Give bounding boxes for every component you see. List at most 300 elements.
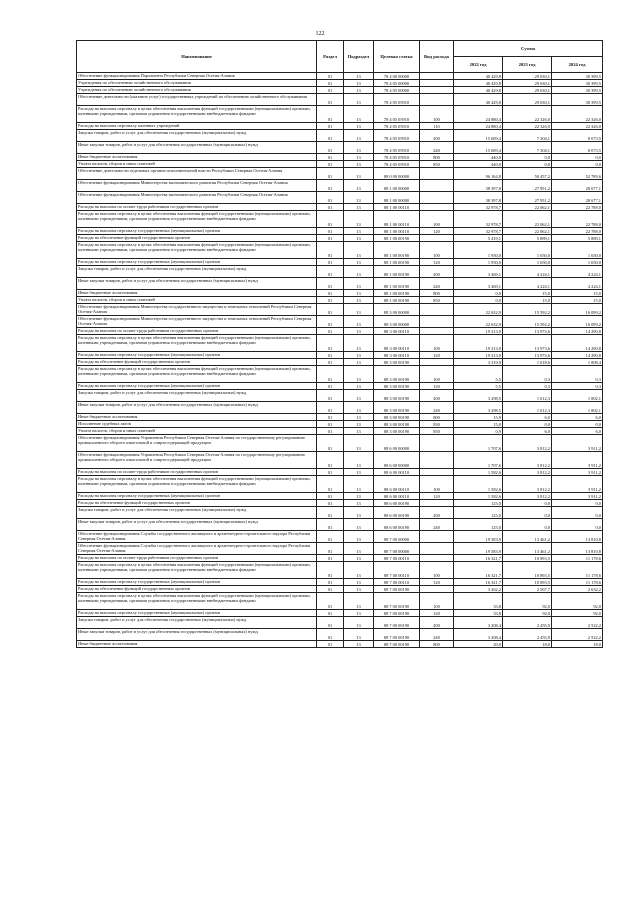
row-name: Расходы на выплаты персоналу в целях обеспечения выполнения функций государственными (муниципальными) органами, казенными учреждениями, органами управления государственными внебюджетными фондами [77,335,317,352]
row-value-2022: 15,9 [454,414,503,421]
row-name: Расходы на выплаты персоналу государственных (муниципальных) органов [77,228,317,235]
table-row [77,555,603,562]
row-expense-type [420,204,454,211]
row-expense-type: 100 [420,335,454,352]
row-value-2023: 10 893,5 [503,555,552,562]
row-subsection: 13 [344,352,374,359]
row-section: 01 [317,629,344,641]
row-value-2024: 0,0 [552,161,603,168]
table-row [77,493,603,500]
row-value-2022: 33,8 [454,593,503,610]
budget-table [76,40,603,648]
table-row [77,402,603,414]
row-target: 88 6 00 00190 [374,519,420,531]
row-subsection: 13 [344,290,374,297]
row-expense-type: 850 [420,161,454,168]
row-value-2022: 3 208,4 [454,629,503,641]
table-row [77,142,603,154]
row-value-2023: 29 630,1 [503,80,552,87]
row-name: Расходы на обеспечение функций государственных органов [77,359,317,366]
table-row [77,228,603,235]
row-name: Учреждения по обеспечению хозяйственного обслуживания [77,87,317,94]
row-subsection: 13 [344,161,374,168]
row-value-2022: 19 313,0 [454,328,503,335]
row-subsection: 13 [344,452,374,469]
row-section: 01 [317,469,344,476]
row-section: 01 [317,531,344,543]
row-section: 01 [317,555,344,562]
row-section: 01 [317,579,344,586]
row-target: 78 4 00 00000 [374,73,420,80]
header-row [77,41,603,57]
row-target: 88 6 00 00000 [374,435,420,452]
row-value-2022: 0,0 [454,290,503,297]
row-target: 88 1 00 00110 [374,228,420,235]
row-subsection: 13 [344,579,374,586]
row-expense-type [420,316,454,328]
row-subsection: 13 [344,154,374,161]
row-expense-type [420,531,454,543]
row-value-2022: 1 582,6 [454,476,503,493]
row-value-2024: 28 677,1 [552,192,603,204]
row-value-2024: 13 810,8 [552,543,603,555]
row-name: Расходы на выплаты персоналу в целях обеспечения выполнения функций государственными (муниципальными) органами, казенными учреждениями, органами управления государственными внебюджетными фондами [77,242,317,259]
row-value-2022: 19 313,0 [454,352,503,359]
row-value-2022: 3 262,2 [454,586,503,593]
row-expense-type [420,500,454,507]
row-expense-type: 800 [420,154,454,161]
row-section: 01 [317,316,344,328]
row-value-2024: 22 326,0 [552,123,603,130]
row-target: 88 7 00 00110 [374,555,420,562]
row-value-2024: 30 399,5 [552,73,603,80]
row-expense-type [420,87,454,94]
row-target: 78 4 05 00000 [374,87,420,94]
row-value-2024: 0,0 [552,421,603,428]
row-value-2022: 32 978,7 [454,228,503,235]
table-row [77,452,603,469]
row-subsection: 13 [344,428,374,435]
row-value-2022: 125,0 [454,500,503,507]
row-value-2023: 15,0 [503,297,552,304]
row-value-2024: 1 802,1 [552,390,603,402]
row-target: 88 7 00 00110 [374,579,420,586]
row-target: 88 3 00 00190 [374,366,420,383]
row-name: Обеспечение функционирования Министерства экономического развития Республики Северная Осетия-Алания [77,192,317,204]
table-row [77,435,603,452]
row-section: 01 [317,154,344,161]
table-row [77,328,603,335]
table-row [77,130,603,142]
row-value-2023: 1 612,3 [503,402,552,414]
row-section: 01 [317,493,344,500]
row-name: Уплата налогов, сборов и иных платежей [77,428,317,435]
row-value-2024: 14 290,8 [552,352,603,359]
row-section: 01 [317,562,344,579]
table-row [77,359,603,366]
row-subsection: 13 [344,142,374,154]
row-target: 88 3 00 00110 [374,335,420,352]
row-expense-type: 850 [420,428,454,435]
row-value-2023: 50 457,2 [503,168,552,180]
row-section: 01 [317,507,344,519]
table-row [77,266,603,278]
row-value-2022: 3 469,1 [454,266,503,278]
row-value-2022: 16 321,7 [454,555,503,562]
row-name: Закупка товаров, работ и услуг для обеспечения государственных (муниципальных) нужд [77,507,317,519]
row-subsection: 13 [344,106,374,123]
row-target: 88 1 00 00190 [374,235,420,242]
row-value-2024: 11 178,6 [552,579,603,586]
row-subsection: 13 [344,130,374,142]
table-row [77,304,603,316]
row-target: 88 6 00 00190 [374,507,420,519]
row-expense-type: 830 [420,421,454,428]
header-2023: 2023 год [503,57,552,73]
row-value-2023: 13 461,2 [503,543,552,555]
row-name: Закупка товаров, работ и услуг для обеспечения государственных (муниципальных) нужд [77,130,317,142]
row-value-2022: 125,0 [454,519,503,531]
row-name: Иные бюджетные ассигнования [77,154,317,161]
table-row [77,259,603,266]
row-value-2022: 19 313,0 [454,335,503,352]
row-section: 01 [317,352,344,359]
row-subsection: 13 [344,519,374,531]
row-value-2022: 1 582,6 [454,493,503,500]
row-value-2023: 13 461,2 [503,531,552,543]
row-value-2024: 13 810,8 [552,531,603,543]
row-target: 88 7 00 00110 [374,562,420,579]
row-name: Расходы на выплаты персоналу казенных учреждений [77,123,317,130]
table-row [77,543,603,555]
row-name: Иные закупки товаров, работ и услуг для обеспечения государственных (муниципальных) нужд [77,278,317,290]
row-section: 01 [317,328,344,335]
row-subsection: 13 [344,87,374,94]
row-section: 01 [317,228,344,235]
row-value-2022: 5,5 [454,383,503,390]
row-section: 01 [317,168,344,180]
row-name: Расходы на выплаты персоналу государственных (муниципальных) органов [77,610,317,617]
row-name: Расходы на выплаты персоналу в целях обеспечения выполнения функций государственными (муниципальными) органами, казенными учреждениями, органами управления государственными внебюджетными фондами [77,476,317,493]
row-target: 88 6 00 00110 [374,476,420,493]
row-value-2024: 3 911,2 [552,493,603,500]
row-value-2024: 8 073,5 [552,130,603,142]
row-value-2024: 6,0 [552,428,603,435]
table-row [77,204,603,211]
row-value-2022: 22 632,9 [454,304,503,316]
row-value-2024: 30 399,5 [552,94,603,106]
row-name: Обеспечение функционирования Министерства государственного имущества и земельных отношений Республики Северная Осетия-Алания [77,304,317,316]
row-value-2022: 1 582,6 [454,469,503,476]
row-expense-type: 120 [420,352,454,359]
row-section: 01 [317,452,344,469]
header-2024: 2024 год [552,57,603,73]
row-value-2022: 3 208,4 [454,617,503,629]
row-value-2024: 1 808,4 [552,359,603,366]
row-subsection: 13 [344,316,374,328]
row-value-2023: 3 812,2 [503,493,552,500]
row-expense-type [420,469,454,476]
row-expense-type [420,180,454,192]
row-expense-type: 240 [420,519,454,531]
row-value-2022: 0,0 [454,297,503,304]
row-target: 88 3 00 00190 [374,390,420,402]
row-value-2024: 3 911,2 [552,435,603,452]
table-row [77,242,603,259]
row-name: Расходы на выплаты персоналу государственных (муниципальных) органов [77,383,317,390]
row-value-2022: 24 880,4 [454,123,503,130]
row-target: 78 4 05 05910 [374,154,420,161]
table-row [77,154,603,161]
row-subsection: 13 [344,211,374,228]
table-row [77,531,603,543]
row-value-2023: 92,0 [503,610,552,617]
row-value-2023: 15,0 [503,290,552,297]
row-section: 01 [317,414,344,421]
row-section: 01 [317,130,344,142]
row-target: 88 7 00 00190 [374,610,420,617]
row-expense-type [420,328,454,335]
row-value-2023: 13 973,6 [503,335,552,352]
row-expense-type: 200 [420,507,454,519]
row-value-2022: 5,5 [454,366,503,383]
row-name: Расходы на выплаты по оплате труда работников государственных органов [77,469,317,476]
row-subsection: 13 [344,266,374,278]
header-name: Наименование [77,41,317,73]
row-subsection: 13 [344,543,374,555]
row-value-2022: 3 319,9 [454,359,503,366]
table-row [77,211,603,228]
row-section: 01 [317,142,344,154]
table-row [77,106,603,123]
row-target: 88 7 00 00190 [374,617,420,629]
row-value-2023: 4 224,1 [503,266,552,278]
row-target: 88 7 00 00190 [374,641,420,648]
row-target: 88 6 00 00000 [374,452,420,469]
row-name: Иные закупки товаров, работ и услуг для обеспечения государственных (муниципальных) нужд [77,142,317,154]
row-section: 01 [317,359,344,366]
table-row [77,80,603,87]
table-row [77,586,603,593]
table-row [77,414,603,421]
row-section: 01 [317,87,344,94]
row-value-2024: 3 911,2 [552,469,603,476]
row-value-2024: 11 178,6 [552,555,603,562]
row-target: 88 1 00 00110 [374,211,420,228]
row-value-2023: 0,0 [503,421,552,428]
row-section: 01 [317,180,344,192]
row-value-2022: 24 880,4 [454,106,503,123]
row-target: 88 6 00 00110 [374,493,420,500]
row-name: Расходы на выплаты персоналу государственных (муниципальных) органов [77,493,317,500]
row-value-2023: 92,0 [503,593,552,610]
row-target: 88 7 00 00190 [374,629,420,641]
row-value-2022: 1 950,0 [454,242,503,259]
row-value-2024: 11 178,6 [552,562,603,579]
row-value-2022: 3 298,5 [454,402,503,414]
row-value-2024: 52 789,6 [552,168,603,180]
row-subsection: 13 [344,610,374,617]
row-target: 88 1 00 00190 [374,266,420,278]
row-subsection: 13 [344,304,374,316]
row-value-2022: 38 397,8 [454,192,503,204]
row-value-2023: 5 889,1 [503,235,552,242]
row-expense-type: 100 [420,562,454,579]
row-target: 88 3 00 00190 [374,421,420,428]
row-section: 01 [317,519,344,531]
row-section: 01 [317,259,344,266]
row-value-2023: 22 062,1 [503,204,552,211]
row-value-2023: 27 951,2 [503,180,552,192]
row-subsection: 13 [344,402,374,414]
row-name: Расходы на выплаты по оплате труда работников государственных органов [77,204,317,211]
row-value-2023: 29 630,1 [503,94,552,106]
row-section: 01 [317,366,344,383]
table-row [77,180,603,192]
row-value-2023: 29 630,1 [503,73,552,80]
row-expense-type: 240 [420,629,454,641]
row-expense-type: 100 [420,242,454,259]
row-section: 01 [317,428,344,435]
row-name: Учреждения по обеспечению хозяйственного обслуживания [77,80,317,87]
row-subsection: 13 [344,204,374,211]
row-value-2024: 30 399,5 [552,87,603,94]
row-expense-type: 100 [420,476,454,493]
row-value-2024: 1 802,1 [552,402,603,414]
row-subsection: 13 [344,507,374,519]
row-subsection: 13 [344,328,374,335]
row-target: 78 4 05 05910 [374,130,420,142]
table-row [77,579,603,586]
row-target: 88 3 00 00110 [374,328,420,335]
row-value-2022: 40 429,8 [454,87,503,94]
row-name: Иные бюджетные ассигнования [77,290,317,297]
row-section: 01 [317,617,344,629]
row-value-2024: 15,0 [552,297,603,304]
row-target: 88 7 00 00000 [374,543,420,555]
row-value-2023: 0,0 [503,161,552,168]
header-expense-type: Вид расхода [420,41,454,73]
row-name: Расходы на выплаты персоналу государственных (муниципальных) органов [77,352,317,359]
row-value-2022: 5 419,1 [454,235,503,242]
row-section: 01 [317,390,344,402]
row-value-2024: 6,0 [552,414,603,421]
row-value-2022: 40 429,8 [454,73,503,80]
table-row [77,500,603,507]
row-section: 01 [317,335,344,352]
row-expense-type: 120 [420,579,454,586]
row-value-2022: 32 978,7 [454,204,503,211]
row-subsection: 13 [344,192,374,204]
row-name: Расходы на выплаты персоналу государственных (муниципальных) органов [77,259,317,266]
header-target: Целевая статья [374,41,420,73]
row-subsection: 13 [344,383,374,390]
row-section: 01 [317,500,344,507]
row-expense-type: 200 [420,266,454,278]
row-value-2022: 16 321,7 [454,579,503,586]
header-sum: Сумма [454,41,603,57]
row-subsection: 13 [344,335,374,352]
row-section: 01 [317,297,344,304]
row-value-2024: 16 099,2 [552,304,603,316]
row-expense-type: 200 [420,390,454,402]
table-row [77,617,603,629]
table-row [77,297,603,304]
row-value-2024: 18,0 [552,641,603,648]
row-subsection: 13 [344,493,374,500]
row-value-2022: 16 321,7 [454,562,503,579]
row-target: 88 0 00 00000 [374,168,420,180]
row-value-2024: 3 911,2 [552,476,603,493]
row-expense-type [420,435,454,452]
row-value-2023: 27 951,2 [503,192,552,204]
table-row [77,366,603,383]
row-value-2023: 3 812,2 [503,469,552,476]
row-subsection: 13 [344,531,374,543]
row-expense-type: 100 [420,106,454,123]
row-target: 88 3 00 00190 [374,428,420,435]
row-value-2024: 1 650,0 [552,259,603,266]
row-expense-type: 800 [420,290,454,297]
table-row [77,562,603,579]
row-value-2022: 1 707,6 [454,435,503,452]
row-value-2022: 1 707,6 [454,452,503,469]
row-subsection: 13 [344,421,374,428]
row-value-2022: 96 164,8 [454,168,503,180]
row-target: 88 1 00 00190 [374,297,420,304]
row-expense-type: 120 [420,383,454,390]
row-target: 88 3 00 00190 [374,402,420,414]
row-subsection: 13 [344,617,374,629]
row-section: 01 [317,161,344,168]
row-name: Обеспечение деятельности (оказание услуг) государственных учреждений по обеспечению хозяйственного обслуживания [77,94,317,106]
row-section: 01 [317,94,344,106]
row-target: 88 3 00 00110 [374,352,420,359]
row-value-2023: 15 592,2 [503,316,552,328]
row-name: Уплата налогов, сборов и иных платежей [77,161,317,168]
row-value-2023: 0,0 [503,519,552,531]
row-target: 78 4 05 05910 [374,106,420,123]
row-target: 88 3 00 00190 [374,383,420,390]
row-expense-type [420,80,454,87]
row-value-2024: 30 399,5 [552,80,603,87]
row-expense-type: 850 [420,297,454,304]
row-subsection: 13 [344,435,374,452]
row-expense-type: 120 [420,259,454,266]
row-value-2022: 3 298,5 [454,390,503,402]
row-subsection: 13 [344,500,374,507]
row-section: 01 [317,641,344,648]
row-value-2023: 2 455,9 [503,617,552,629]
row-value-2023: 22 326,0 [503,123,552,130]
row-target: 88 3 00 00000 [374,304,420,316]
row-value-2022: 33,8 [454,610,503,617]
row-value-2023: 22 062,1 [503,228,552,235]
row-expense-type: 240 [420,402,454,414]
row-value-2023: 0,0 [503,500,552,507]
row-value-2022: 440,0 [454,161,503,168]
row-value-2023: 3 812,2 [503,452,552,469]
table-row [77,383,603,390]
row-name: Обеспечение деятельности отдельных органов исполнительной власти Республики Северная Осетия-Алания [77,168,317,180]
row-subsection: 13 [344,562,374,579]
row-expense-type [420,168,454,180]
row-value-2023: 2 567,7 [503,586,552,593]
row-value-2024: 14 290,8 [552,335,603,352]
row-target: 88 6 00 00190 [374,500,420,507]
row-name: Обеспечение функционирования Управления Республики Северная Осетия-Алания по государственному регулированию промышленного оборота алкогольной и спиртосодержащей продукции [77,435,317,452]
row-section: 01 [317,235,344,242]
